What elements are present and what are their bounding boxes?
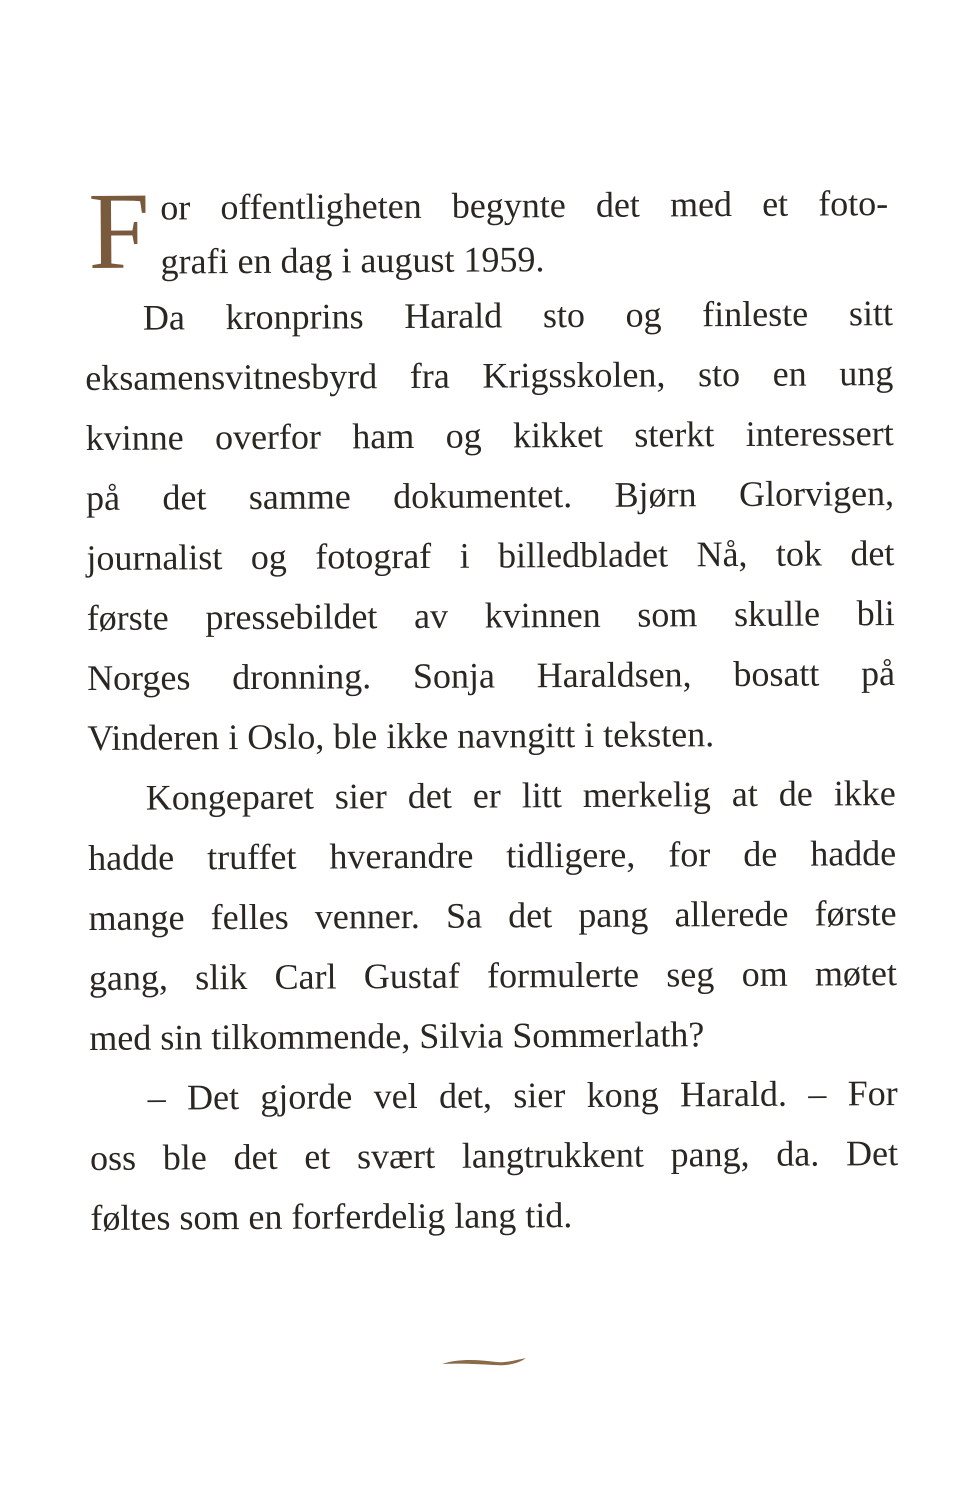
text-line: Norges dronning. Sonja Haraldsen, bosatt på [86,653,896,698]
text-line: gang, slik Carl Gustaf formulerte seg om møtet [88,953,898,998]
body-text [84,163,899,1248]
text-line: på det samme dokumentet. Bjørn Glorvigen, [85,473,895,518]
text-line: journalist og fotograf i billedbladet Nå, tok det [86,533,895,578]
paragraph [89,1063,898,1248]
drop-cap: F [88,169,150,292]
opening-paragraph [84,163,893,292]
text-line: kvinne overfor ham og kikket sterkt interessert [85,413,894,458]
text-line: føltes som en forferdelig lang tid. [90,1195,573,1238]
text-line: Da kronprins Harald sto og finleste sitt [142,293,894,338]
text-line: hadde truffet hverandre tidligere, for de hadde [88,833,897,878]
paragraph [85,283,896,768]
text-line: or offentligheten begynte det med et foto- [160,183,889,228]
text-line: første pressebildet av kvinnen som skulle bli [86,593,895,638]
swash-ornament-icon [440,1350,528,1374]
text-line: eksamensvitnesbyrd fra Krigsskolen, sto en ung [85,353,894,398]
text-line: Vinderen i Oslo, ble ikke navngitt i teksten. [87,714,715,758]
text-line: mange felles venner. Sa det pang allerede første [88,893,897,938]
text-line: oss ble det et svært langtrukkent pang, da. Det [89,1133,899,1178]
text-line: – Det gjorde vel det, sier kong Harald. – For [147,1073,898,1118]
text-line: Kongeparet sier det er litt merkelig at de ikke [145,773,896,818]
text-line: grafi en dag i august 1959. [160,239,545,282]
text-line: med sin tilkommende, Silvia Sommerlath? [89,1014,705,1058]
paragraph [88,763,898,1068]
